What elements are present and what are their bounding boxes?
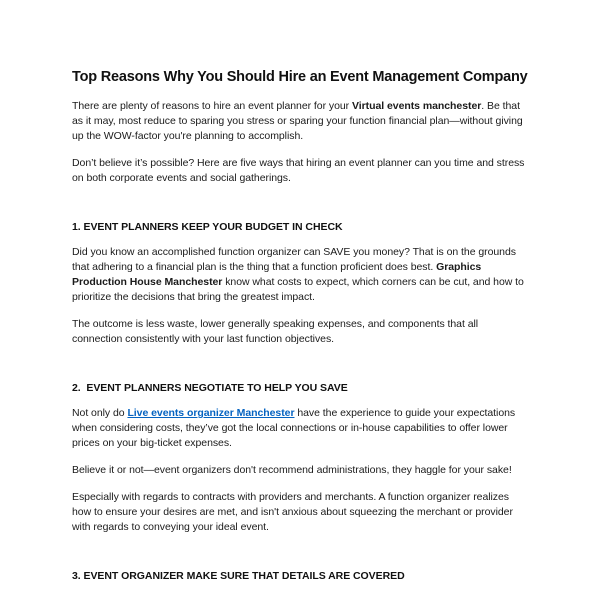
section-budget-paragraph-1-text-after: know what costs to expect, which corners can be cut, and how to prioritize the decisions that bring the greatest impact. (72, 276, 524, 303)
section-budget-paragraph-2: The outcome is less waste, lower generally speaking expenses, and components that all connection consistently with your last function objectives. (72, 318, 479, 345)
intro-paragraph-1-text: There are plenty of reasons to hire an event planner for your (72, 100, 352, 112)
section-negotiate-paragraph-2: Believe it or not—event organizers don't recommend administrations, they haggle for your sake! (72, 464, 512, 476)
section-details (72, 569, 529, 584)
section-negotiate-paragraph-3: Especially with regards to contracts with providers and merchants. A function organizer realizes how to ensure your desires are met, and isn't anxious about squeezing the merchant or provider with regards to conveying your ideal event. (72, 491, 513, 533)
page-title: Top Reasons Why You Should Hire an Event Management Company (72, 69, 528, 85)
section-negotiate-paragraph-1 (72, 406, 529, 451)
section-budget (72, 220, 529, 347)
keyword-graphics-production-house-manchester: Graphics Production House Manchester (72, 261, 482, 288)
section-budget-paragraph-1-text: Did you know an accomplished function organizer can SAVE you money? That is on the grounds that adhering to a financial plan is the thing that a function proficient does best. (72, 246, 516, 273)
section-heading-details: 3. EVENT ORGANIZER MAKE SURE THAT DETAILS ARE COVERED (72, 570, 405, 582)
section-negotiate-paragraph-1-text-after: have the experience to guide your expectations when considering costs, they’ve got the local connections or in-house capabilities to offer lower prices on your big-ticket expenses. (72, 407, 516, 449)
section-negotiate (72, 381, 529, 535)
section-heading-budget: 1. EVENT PLANNERS KEEP YOUR BUDGET IN CHECK (72, 221, 343, 233)
keyword-virtual-events-manchester: Virtual events manchester (351, 100, 482, 112)
live-events-organizer-manchester-link[interactable]: Live events organizer Manchester (127, 407, 295, 419)
section-budget-paragraph-1 (72, 245, 529, 305)
section-negotiate-paragraph-1-text: Not only do (72, 407, 128, 419)
intro-paragraph-1-text-after: . Be that as it may, most reduce to sparing you stress or sparing your function financial plan—without giving up the WOW-factor you're planning to accomplish. (72, 100, 523, 142)
section-heading-negotiate: 2. EVENT PLANNERS NEGOTIATE TO HELP YOU SAVE (72, 382, 348, 394)
intro-paragraph-1 (72, 99, 529, 144)
intro-paragraph-2: Don’t believe it’s possible? Here are five ways that hiring an event planner can you time and stress on both corporate events and social gatherings. (72, 157, 525, 184)
